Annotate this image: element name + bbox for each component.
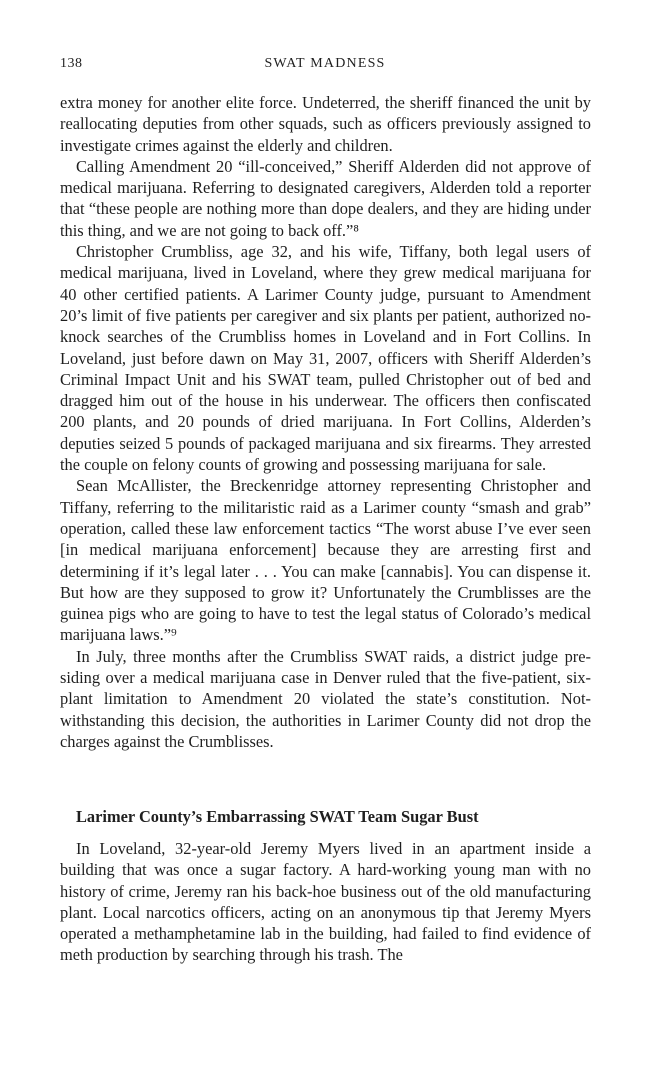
paragraph: In Loveland, 32-year-old Jeremy Myers lived in an apartment inside a building that was once a sugar factory. A hard-working young man with no history of crime, Jeremy ran his back-hoe business out of the old manufacturing plant. Local narcotics officers, acting on an anonymous tip that Jeremy Myers operated a methamphetamine lab in the building, had failed to find evidence of meth production by searching through his trash. The: [60, 839, 591, 965]
body-text: [60, 92, 591, 752]
page-header: [60, 56, 590, 78]
paragraph: In July, three months after the Crumbliss SWAT raids, a district judge presiding over a medical marijuana case in Denver ruled that the five-patient, six-plant limitation to Amendment 20 violated the state’s constitution. Notwithstanding this decision, the authorities in Larimer County did not drop the charges against the Crumblisses.: [60, 646, 591, 751]
page-number: 138: [60, 56, 83, 71]
paragraph: Christopher Crumbliss, age 32, and his wife, Tiffany, both legal users of medical marijuana, lived in Loveland, where they grew medical marijuana for 40 other certified patients. A Larimer County judge, pursuant to Amendment 20’s limit of five patients per caregiver and six plants per patient, authorized no-knock searches of the Crumbliss homes in Loveland and in Fort Collins. In Loveland, just before dawn on May 31, 2007, officers with Sheriff Alderden’s Criminal Impact Unit and his SWAT team, pulled Christopher out of bed and dragged him out of the house in his underwear. The officers then confiscated 200 plants, and 20 pounds of dried marijuana. In Fort Collins, Alderden’s deputies seized 5 pounds of packaged marijuana and six firearms. They arrested the couple on felony counts of growing and possessing marijuana for sale.: [60, 242, 591, 475]
section-heading: Larimer County’s Embarrassing SWAT Team Sugar Bust: [76, 807, 479, 826]
paragraph: Calling Amendment 20 “ill-conceived,” Sheriff Alderden did not approve of medical marijuana. Referring to designated caregivers, Alderden told a reporter that “these people are nothing more than dope dealers, and they are hiding under this thing, and we are not going to back off.”⁸: [60, 156, 591, 240]
paragraph: Sean McAllister, the Breckenridge attorney representing Christopher and Tiffany, referring to the militaristic raid as a Larimer county “smash and grab” operation, called these law enforcement tactics “The worst abuse I’ve ever seen [in medical marijuana enforcement] because they are arresting first and determining if it’s legal later . . . You can make [cannabis]. You can dispense it. But how are they supposed to grow it? Unfortunately the Crumblisses are the guinea pigs who are going to have to test the legal status of Colorado’s medical marijuana laws.”⁹: [60, 476, 591, 645]
running-head: SWAT MADNESS: [264, 56, 386, 71]
paragraph: extra money for another elite force. Undeterred, the sheriff financed the unit by reallocating deputies from other squads, such as officers previously assigned to investigate crimes against the elderly and children.: [60, 93, 591, 155]
section-body-text: [60, 838, 591, 966]
